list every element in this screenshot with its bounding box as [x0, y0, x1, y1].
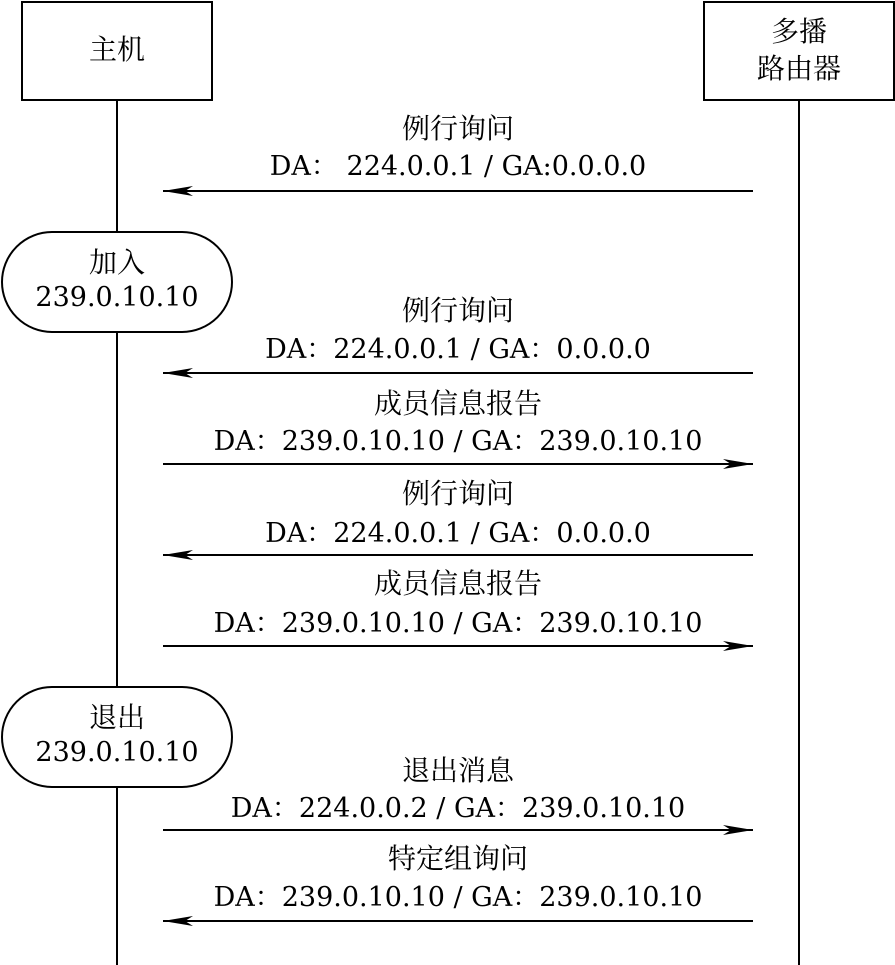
- host-participant-box: [22, 2, 212, 100]
- message-detail: DA： 224.0.0.1 / GA:0.0.0.0: [269, 151, 647, 182]
- message-group-specific-query: [163, 842, 753, 921]
- join-event-group: 239.0.10.10: [35, 282, 199, 313]
- message-leave: [163, 754, 753, 830]
- message-title: 例行询问: [401, 112, 515, 145]
- message-detail: DA：224.0.0.2 / GA：239.0.10.10: [230, 793, 686, 824]
- router-participant-box: [704, 2, 894, 100]
- message-detail: DA：239.0.10.10 / GA：239.0.10.10: [213, 426, 703, 457]
- message-detail: DA：239.0.10.10 / GA：239.0.10.10: [213, 882, 703, 913]
- message-title: 成员信息报告: [373, 567, 543, 600]
- message-title: 例行询问: [401, 477, 515, 510]
- leave-event-group: 239.0.10.10: [35, 737, 199, 768]
- message-routine-query-2: [163, 294, 753, 373]
- message-title: 退出消息: [401, 754, 515, 787]
- message-routine-query-3: [163, 477, 753, 555]
- leave-event-title: 退出: [88, 701, 146, 734]
- message-membership-report-1: [163, 387, 753, 464]
- message-title: 特定组询问: [387, 842, 529, 875]
- message-title: 成员信息报告: [373, 387, 543, 420]
- router-label-line2: 路由器: [756, 52, 842, 85]
- message-detail: DA：224.0.0.1 / GA：0.0.0.0: [265, 518, 651, 549]
- router-label-line1: 多播: [770, 15, 828, 48]
- message-membership-report-2: [163, 567, 753, 646]
- message-title: 例行询问: [401, 294, 515, 327]
- message-routine-query-1: [163, 112, 753, 191]
- host-label: 主机: [88, 33, 146, 66]
- join-event: [2, 232, 232, 332]
- message-detail: DA：239.0.10.10 / GA：239.0.10.10: [213, 608, 703, 639]
- leave-event: [2, 687, 232, 787]
- message-detail: DA：224.0.0.1 / GA：0.0.0.0: [265, 334, 651, 365]
- join-event-title: 加入: [88, 246, 146, 279]
